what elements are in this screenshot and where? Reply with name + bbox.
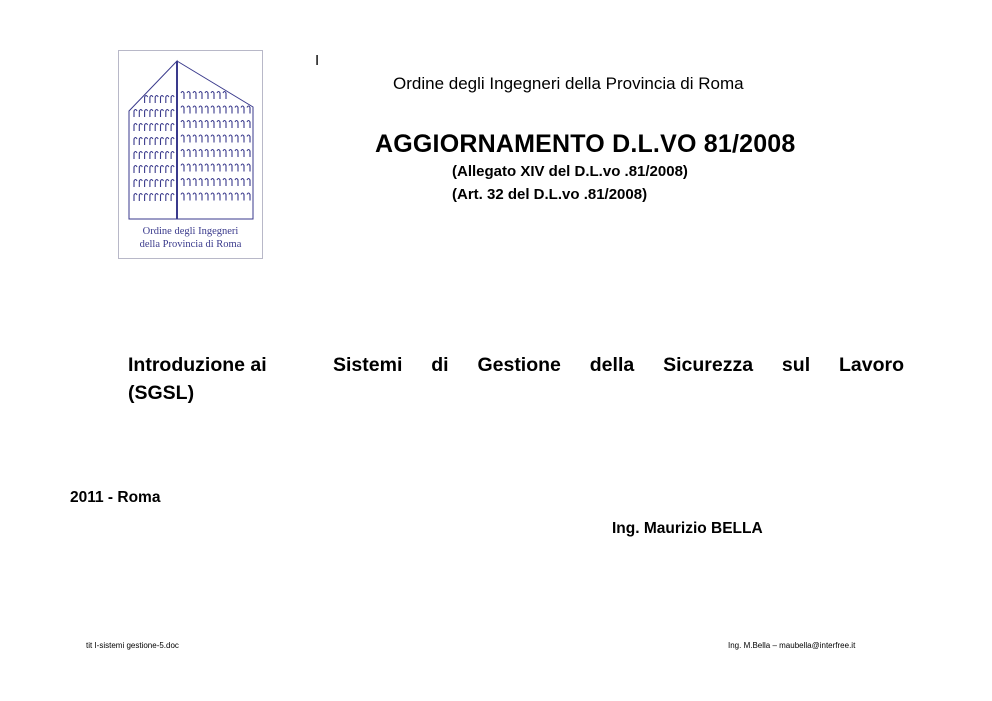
subtitle-articolo: (Art. 32 del D.L.vo .81/2008) (452, 186, 648, 203)
course-title-acronym: (SGSL) (128, 382, 195, 404)
year-place: 2011 - Roma (70, 489, 161, 506)
page-marker: I (315, 52, 320, 69)
author-name: Ing. Maurizio BELLA (612, 520, 763, 537)
course-title-prefix: Introduzione ai (128, 354, 267, 376)
course-title-main: Sistemi di Gestione della Sicurezza sul Lavoro (333, 354, 904, 376)
footer-filename: tit I-sistemi gestione-5.doc (86, 641, 179, 650)
footer-contact: Ing. M.Bella – maubella@interfree.it (728, 641, 856, 650)
logo-text-line1: Ordine degli Ingegneri (142, 226, 239, 237)
logo-text-line2: della Provincia di Roma (139, 239, 242, 250)
subtitle-allegato: (Allegato XIV del D.L.vo .81/2008) (452, 163, 688, 180)
document-title: AGGIORNAMENTO D.L.VO 81/2008 (375, 130, 796, 158)
order-logo (118, 50, 263, 259)
organization-name: Ordine degli Ingegneri della Provincia di Roma (393, 74, 744, 93)
